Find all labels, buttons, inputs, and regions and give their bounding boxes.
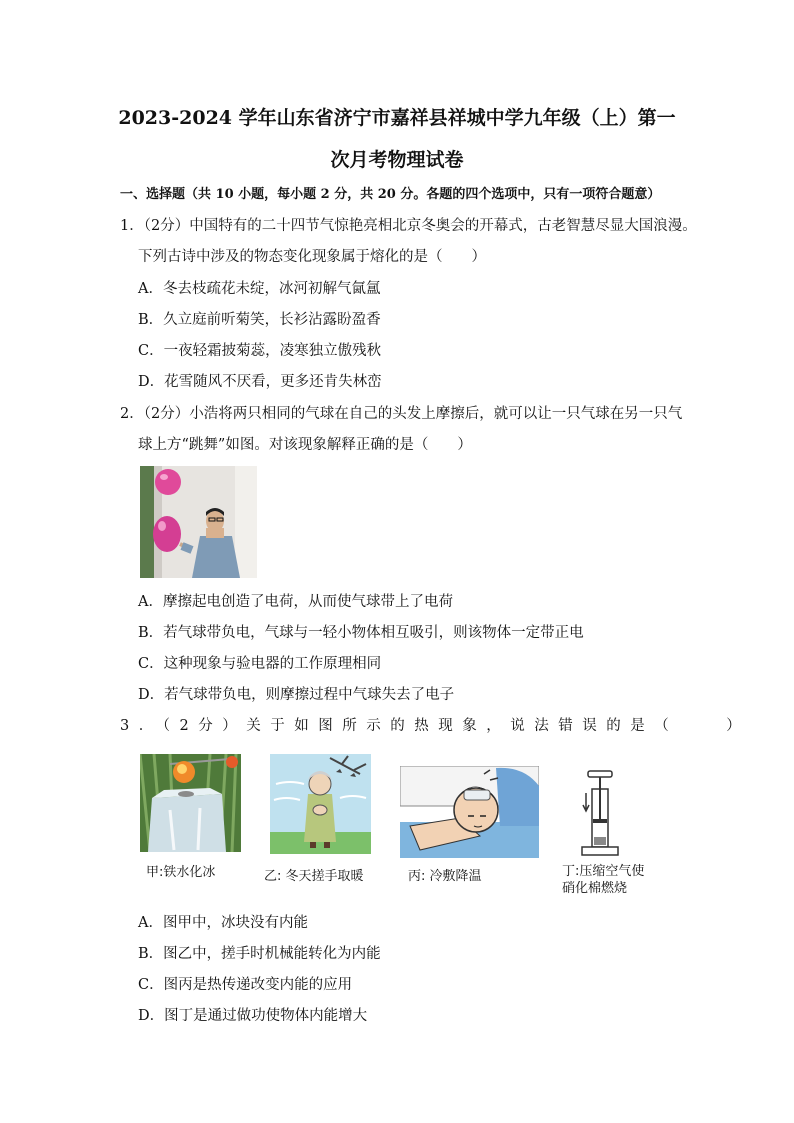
q3-option-d: D．图丁是通过做功使物体内能增大	[138, 1008, 368, 1024]
q2-option-d: D．若气球带负电，则摩擦过程中气球失去了电子	[138, 687, 455, 703]
q2-stem-line2: 球上方“跳舞”如图。对该现象解释正确的是（ ）	[138, 437, 472, 453]
q1-option-a: A．冬去枝疏花未绽，冰河初解气氤氲	[138, 281, 381, 297]
q3-stem: 3．（2分）关于如图所示的热现象，说法错误的是（ ）	[120, 718, 751, 734]
exam-title-line2: 次月考物理试卷	[330, 149, 464, 171]
section-heading: 一、选择题（共 10 小题，每小题 2 分，共 20 分。各题的四个选项中，只有一项符合题意）	[120, 187, 661, 202]
q1-option-b: B．久立庭前听菊笑，长衫沾露盼盈香	[138, 312, 381, 328]
cold-compress-cartoon	[400, 766, 539, 858]
q3-option-c: C．图丙是热传递改变内能的应用	[138, 977, 353, 993]
iron-ice-photo	[140, 754, 241, 852]
q3-option-a: A．图甲中，冰块没有内能	[138, 915, 308, 931]
balloon-photo	[140, 466, 257, 578]
caption-yi: 乙: 冬天搓手取暖	[264, 869, 364, 884]
q1-stem-line1: 1．（2分）中国特有的二十四节气惊艳亮相北京冬奥会的开幕式，古老智慧尽显大国浪漫。	[120, 218, 697, 234]
rubbing-hands-cartoon	[270, 754, 371, 854]
air-compression-apparatus	[574, 769, 626, 859]
caption-bing: 丙: 冷敷降温	[408, 869, 482, 884]
q2-option-b: B．若气球带负电，气球与一轻小物体相互吸引，则该物体一定带正电	[138, 625, 584, 641]
q1-option-d: D．花雪随风不厌看，更多还肯失林峦	[138, 374, 382, 390]
q2-stem-line1: 2．（2分）小浩将两只相同的气球在自己的头发上摩擦后，就可以让一只气球在另一只气	[120, 406, 683, 422]
q2-option-c: C．这种现象与验电器的工作原理相同	[138, 656, 382, 672]
caption-ding-line2: 硝化棉燃烧	[562, 881, 628, 896]
q3-option-b: B．图乙中，搓手时机械能转化为内能	[138, 946, 381, 962]
q1-option-c: C．一夜轻霜披菊蕊，凌寒独立傲残秋	[138, 343, 382, 359]
caption-ding-line1: 丁:压缩空气使	[562, 864, 645, 879]
exam-title-line1: 2023-2024 学年山东省济宁市嘉祥县祥城中学九年级（上）第一	[118, 107, 676, 129]
q1-stem-line2: 下列古诗中涉及的物态变化现象属于熔化的是（ ）	[138, 249, 486, 265]
q2-option-a: A．摩擦起电创造了电荷，从而使气球带上了电荷	[138, 594, 453, 610]
caption-jia: 甲:铁水化冰	[146, 865, 216, 880]
